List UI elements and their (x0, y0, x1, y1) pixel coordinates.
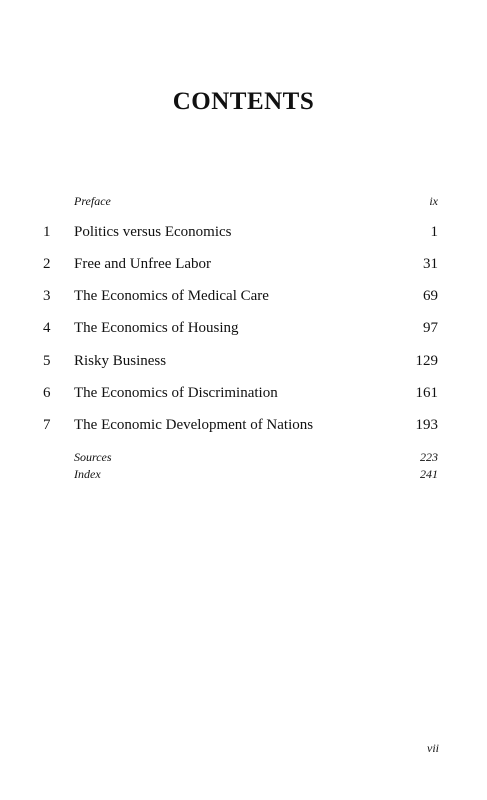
chapter-title: The Economic Development of Nations (74, 417, 314, 433)
chapter-number: 5 (43, 353, 51, 369)
toc-entry-preface (40, 194, 438, 214)
chapter-title: Politics versus Economics (74, 224, 232, 240)
page-title: CONTENTS (172, 88, 315, 115)
toc-entry-title: Sources (74, 450, 112, 464)
chapter-number: 2 (43, 256, 51, 272)
chapter-title: The Economics of Discrimination (74, 385, 278, 401)
chapter-page: 161 (415, 385, 438, 401)
chapter-title: Free and Unfree Labor (74, 256, 212, 272)
chapter-title: The Economics of Housing (74, 320, 239, 336)
toc-entry-index (40, 467, 438, 487)
chapter-page: 31 (423, 256, 438, 272)
toc-chapter-6 (40, 385, 438, 405)
toc-chapter-2 (40, 256, 438, 276)
toc-entry-page: 223 (420, 450, 438, 464)
toc-entry-title: Index (74, 467, 101, 481)
page-folio: vii (427, 741, 439, 755)
chapter-number: 4 (43, 320, 51, 336)
chapter-page: 1 (430, 224, 438, 240)
chapter-page: 193 (415, 417, 438, 433)
chapter-number: 6 (43, 385, 51, 401)
toc-entry-page: ix (429, 194, 438, 208)
toc-chapter-3 (40, 288, 438, 308)
toc-chapter-4 (40, 320, 438, 340)
chapter-title: Risky Business (74, 353, 167, 369)
toc-chapter-7 (40, 417, 438, 437)
chapter-page: 97 (423, 320, 438, 336)
toc-chapter-5 (40, 353, 438, 373)
chapter-page: 129 (415, 353, 438, 369)
chapter-number: 7 (43, 417, 51, 433)
chapter-page: 69 (423, 288, 438, 304)
toc-chapter-1 (40, 224, 438, 244)
chapter-number: 1 (43, 224, 51, 240)
toc-entry-title: Preface (74, 194, 111, 208)
toc-entry-page: 241 (420, 467, 438, 481)
chapter-title: The Economics of Medical Care (74, 288, 269, 304)
chapter-number: 3 (43, 288, 51, 304)
